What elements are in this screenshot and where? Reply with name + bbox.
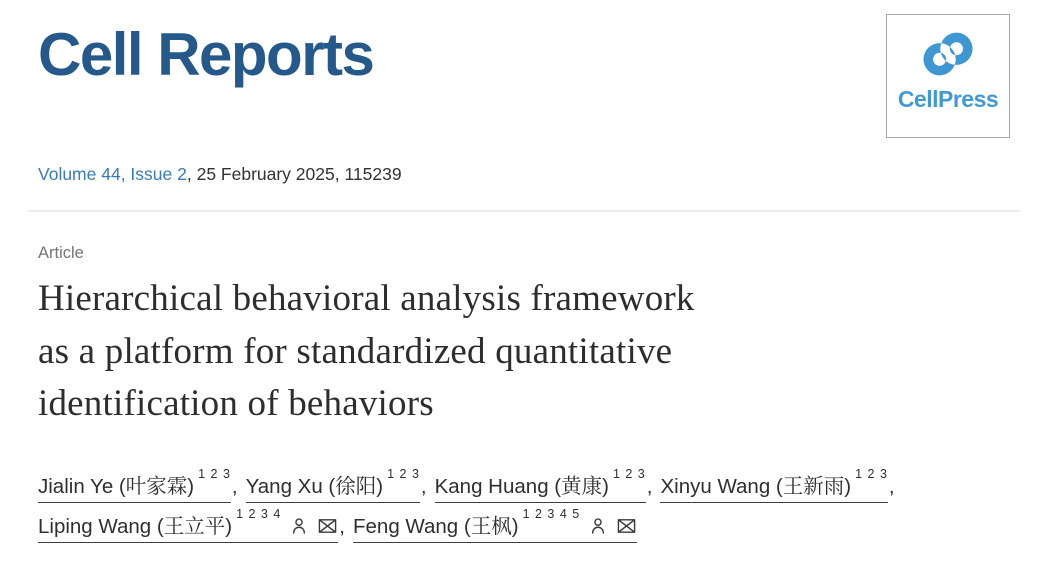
author-link-feng-wang[interactable] (353, 506, 637, 544)
cellpress-logo[interactable] (886, 14, 1010, 138)
author-affiliation-superscript: 1 2 3 (198, 466, 231, 481)
author-affiliation-superscript: 1 2 3 4 (236, 506, 282, 521)
cellpress-brand-text: CellPress (897, 86, 999, 112)
author-line-2 (38, 507, 1010, 547)
author-link-yang-xu[interactable] (245, 466, 420, 504)
author-name: Liping Wang (王立平) (38, 514, 233, 538)
title-line-2: as a platform for standardized quantitative (38, 330, 673, 372)
title-line-1: Hierarchical behavioral analysis framework (38, 278, 695, 319)
author-link-liping-wang[interactable] (38, 506, 338, 544)
author-separator: , (231, 474, 238, 498)
author-link-jialin-ye[interactable] (38, 466, 231, 504)
person-icon (588, 516, 608, 536)
author-affiliation-superscript: 1 2 3 (387, 466, 420, 481)
header (38, 14, 1010, 138)
author-name: Kang Huang (黄康) (434, 474, 609, 498)
envelope-icon (616, 516, 637, 536)
journal-logo-cell-reports[interactable]: Cell Reports (38, 21, 374, 88)
author-link-kang-huang[interactable] (434, 466, 646, 504)
author-affiliation-superscript: 1 2 3 (855, 466, 888, 481)
envelope-icon (317, 516, 338, 536)
volume-issue-link[interactable]: Volume 44, Issue 2 (38, 164, 187, 184)
author-affiliation-superscript: 1 2 3 4 5 (522, 506, 581, 521)
author-name: Feng Wang (王枫) (353, 514, 519, 538)
author-list (38, 467, 1010, 547)
author-name: Xinyu Wang (王新雨) (660, 474, 852, 498)
author-link-xinyu-wang[interactable] (660, 466, 888, 504)
author-separator: , (420, 474, 427, 498)
author-separator: , (888, 474, 895, 498)
author-name: Jialin Ye (叶家霖) (38, 474, 195, 498)
author-separator: , (646, 474, 653, 498)
author-name: Yang Xu (徐阳) (245, 474, 384, 498)
author-separator: , (339, 514, 345, 538)
cellpress-swoosh-icon (916, 23, 980, 85)
section-divider (28, 210, 1020, 212)
title-line-3: identification of behaviors (38, 383, 434, 425)
author-affiliation-superscript: 1 2 3 (612, 466, 646, 481)
author-line-1 (38, 467, 1010, 507)
article-type-label: Article (38, 244, 84, 262)
citation-line (38, 164, 1010, 185)
page-title (38, 273, 1010, 431)
person-icon (289, 516, 309, 536)
citation-date-text: , 25 February 2025, 115239 (186, 164, 402, 184)
